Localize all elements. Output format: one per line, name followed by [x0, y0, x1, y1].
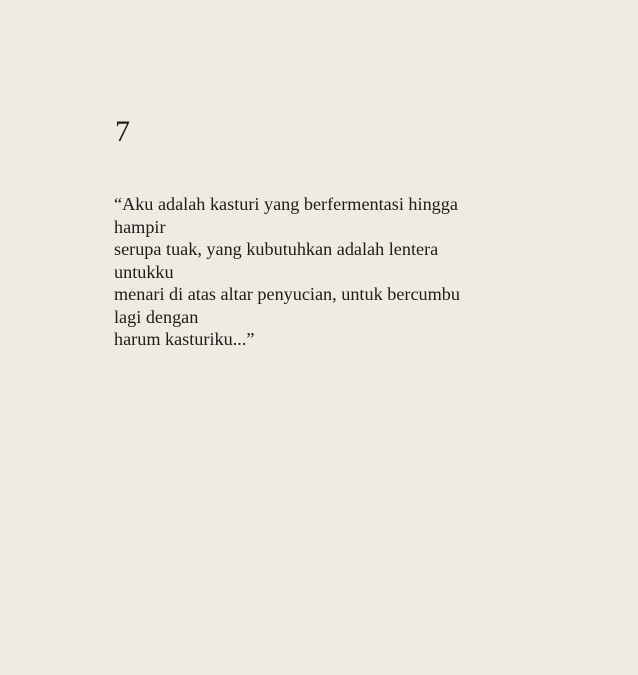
quote-line: lagi dengan [114, 306, 199, 327]
quote-line: hampir [114, 216, 166, 237]
quote-line: untukku [114, 261, 174, 282]
quote-line: serupa tuak, yang kubutuhkan adalah lentera [114, 239, 439, 259]
quote-line: menari di atas altar penyucian, untuk bercumbu [114, 284, 460, 304]
chapter-number: 7 [115, 115, 130, 148]
quote-line: harum kasturiku...” [114, 329, 255, 349]
quote-line: “Aku adalah kasturi yang berfermentasi hingga [114, 194, 458, 214]
poem-quote [114, 193, 534, 351]
